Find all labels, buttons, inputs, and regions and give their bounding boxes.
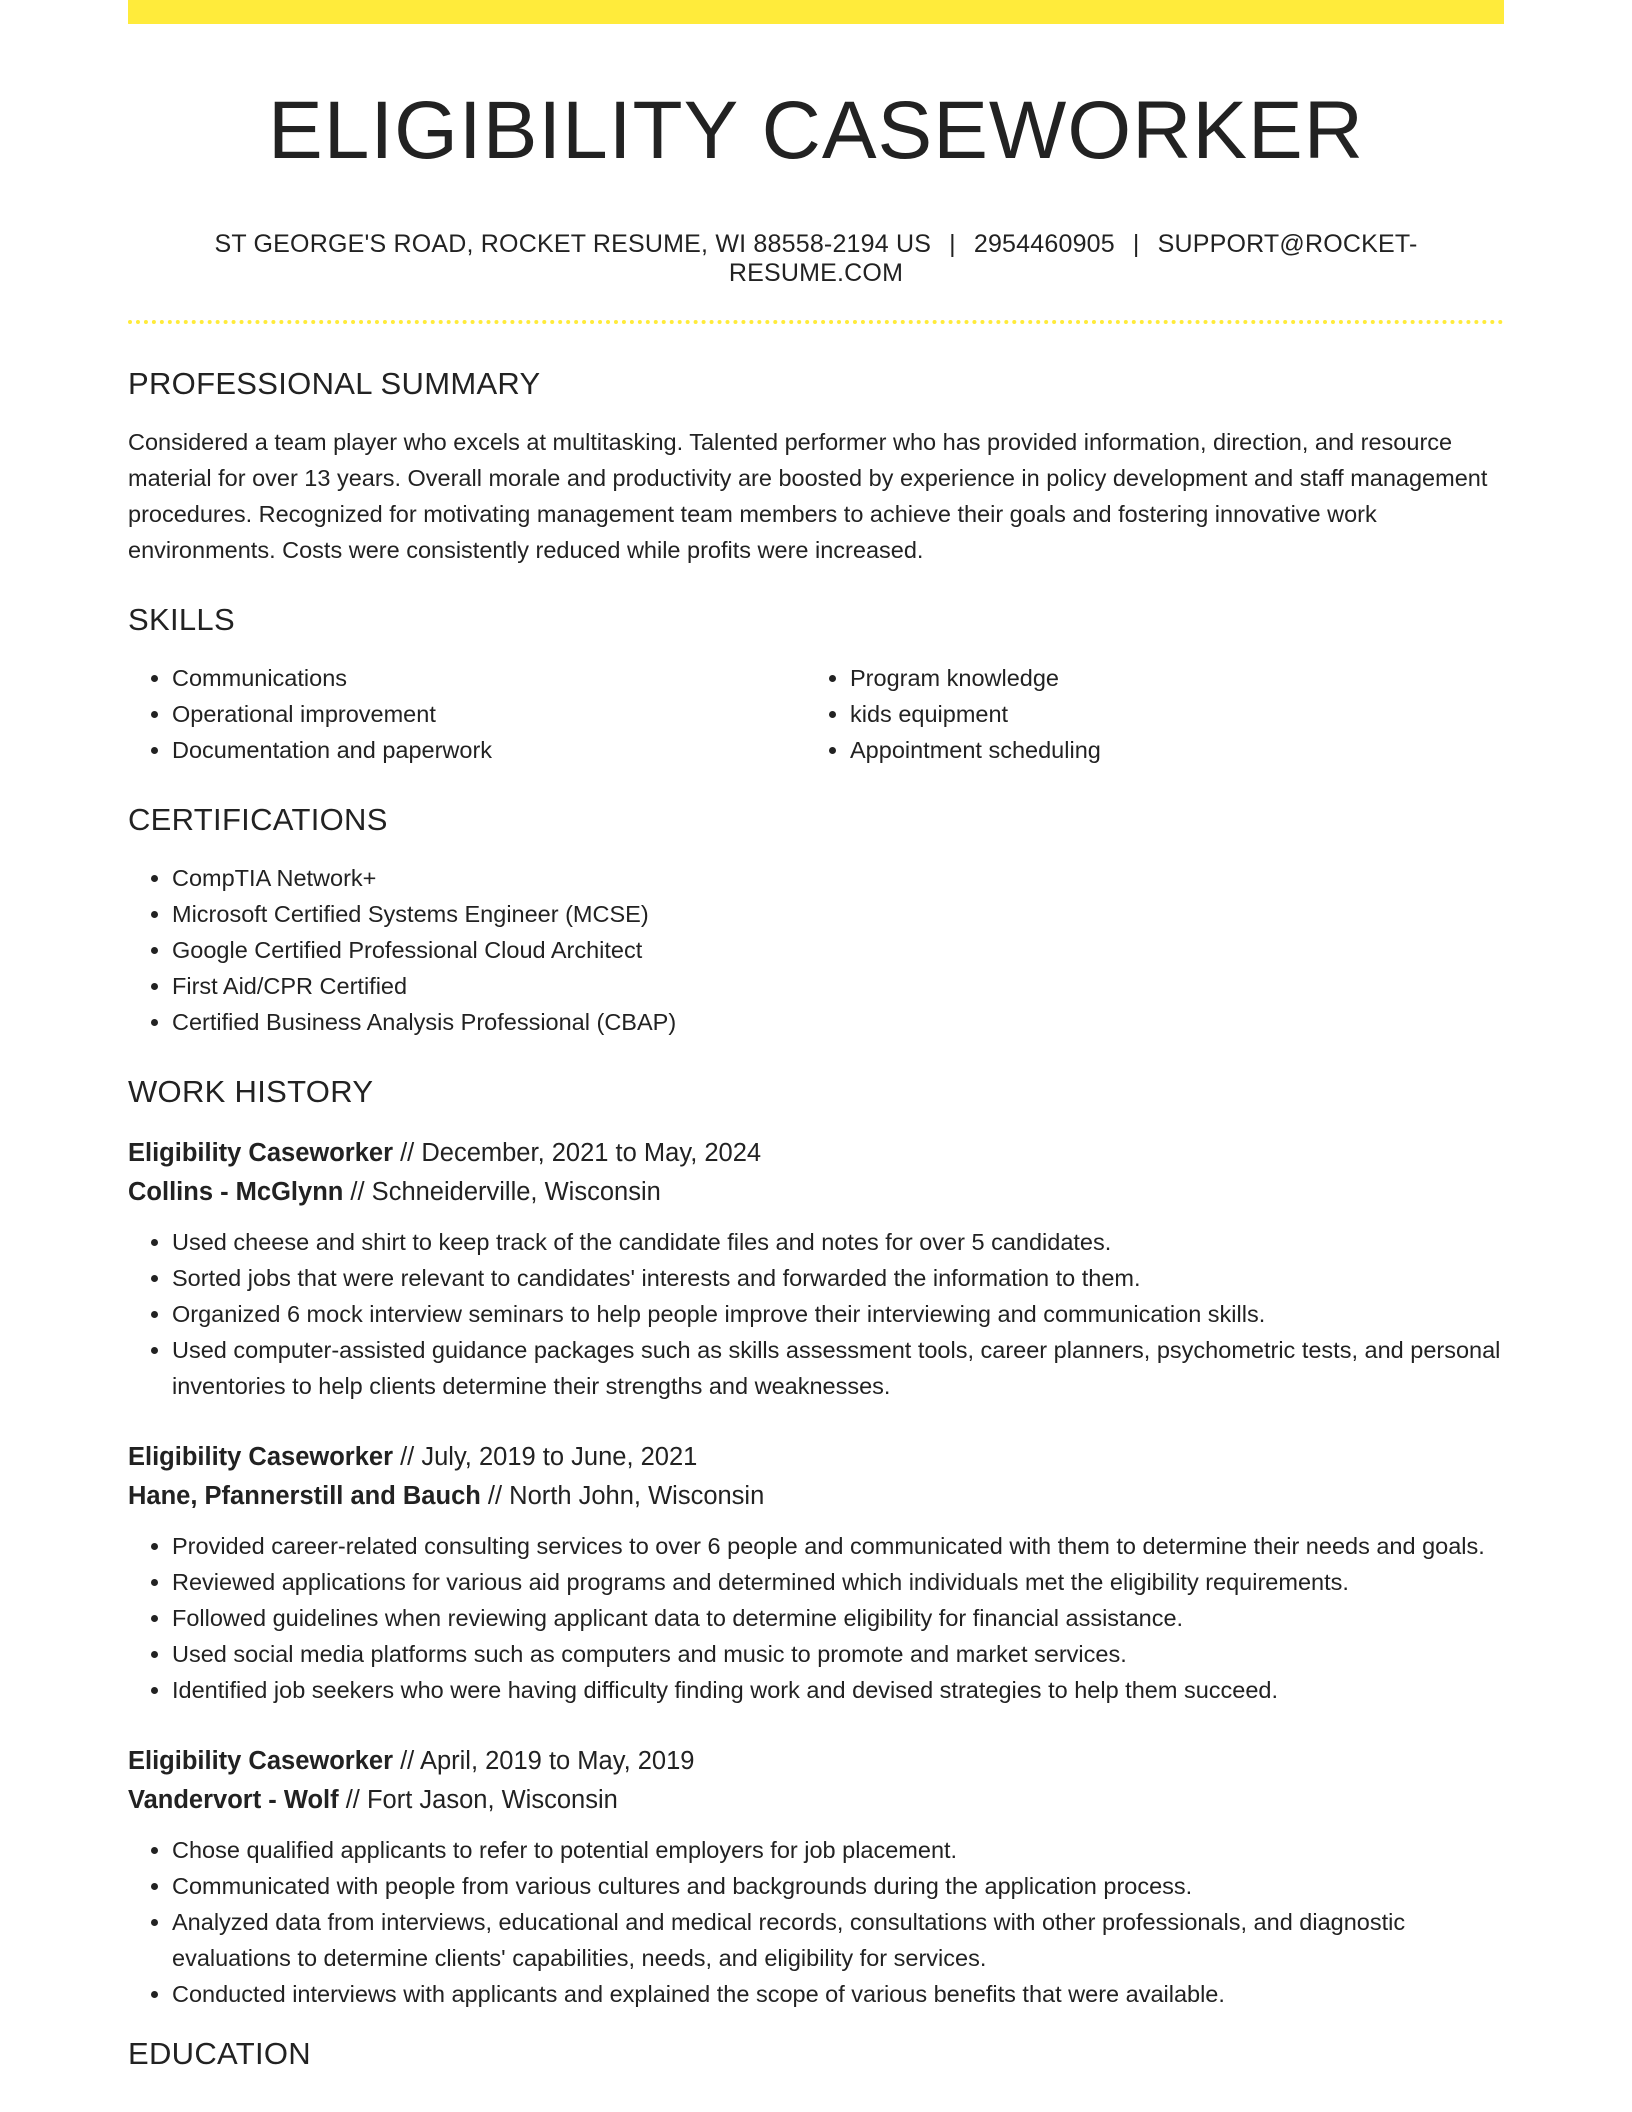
job-company-line	[128, 1477, 1504, 1516]
certification-item: • Google Certified Professional Cloud Architect	[172, 932, 1504, 968]
job-location: // North John, Wisconsin	[480, 1482, 765, 1511]
skill-item: • Program knowledge	[850, 660, 1484, 696]
certification-item: • First Aid/CPR Certified	[172, 968, 1504, 1004]
job-bullet: • Communicated with people from various cultures and backgrounds during the application process.	[172, 1868, 1504, 1904]
job-bullet: • Used computer-assisted guidance packages such as skills assessment tools, career planners, psychometric tests, and personal inventories to help clients determine their strengths and weaknesses.	[172, 1332, 1504, 1404]
certification-item: • Certified Business Analysis Professional (CBAP)	[172, 1004, 1504, 1040]
job-company: Vandervort - Wolf	[128, 1786, 339, 1815]
job-entry	[128, 1438, 1504, 1708]
skill-item: • Appointment scheduling	[850, 732, 1484, 768]
contact-separator: |	[949, 230, 956, 259]
skill-item: • kids equipment	[850, 696, 1484, 732]
job-title: Eligibility Caseworker	[128, 1443, 394, 1472]
job-title: Eligibility Caseworker	[128, 1747, 394, 1776]
certifications-list	[128, 860, 1504, 1040]
contact-address: ST GEORGE'S ROAD, ROCKET RESUME, WI 88558-2194 US	[214, 230, 932, 259]
job-company-line	[128, 1173, 1504, 1212]
job-entry	[128, 1134, 1504, 1404]
job-title-line	[128, 1742, 1504, 1781]
job-bullets	[128, 1224, 1504, 1404]
contact-separator: |	[1132, 230, 1140, 259]
contact-email[interactable]: SUPPORT@ROCKET-RESUME.COM	[728, 230, 1418, 288]
skill-item: • Documentation and paperwork	[172, 732, 806, 768]
contact-phone: 2954460905	[973, 230, 1115, 259]
job-bullets	[128, 1528, 1504, 1708]
skills-column-left	[128, 660, 806, 768]
job-bullet: • Chose qualified applicants to refer to potential employers for job placement.	[172, 1832, 1504, 1868]
job-location: // Fort Jason, Wisconsin	[338, 1786, 618, 1815]
job-bullet: • Sorted jobs that were relevant to candidates' interests and forwarded the information to them.	[172, 1260, 1504, 1296]
summary-text: Considered a team player who excels at multitasking. Talented performer who has provided information, direction, and resource material for over 13 years. Overall morale and productivity are boosted by experience in policy development and staff management procedures. Recognized for motivating management team members to achieve their goals and fostering innovative work environments. Costs were consistently reduced while profits were increased.	[128, 429, 1488, 564]
skill-item: • Operational improvement	[172, 696, 806, 732]
skills-column-right	[806, 660, 1484, 768]
job-company: Hane, Pfannerstill and Bauch	[128, 1482, 481, 1511]
resume-page	[128, 0, 1504, 2072]
job-bullet: • Conducted interviews with applicants and explained the scope of various benefits that were available.	[172, 1976, 1504, 2012]
job-dates: // December, 2021 to May, 2024	[393, 1139, 762, 1168]
job-title-line	[128, 1438, 1504, 1477]
job-bullet: • Analyzed data from interviews, educational and medical records, consultations with other professionals, and diagnostic evaluations to determine clients' capabilities, needs, and eligibility for services.	[172, 1904, 1504, 1976]
job-company-line	[128, 1781, 1504, 1820]
job-bullet: • Provided career-related consulting services to over 6 people and communicated with them to determine their needs and goals.	[172, 1528, 1504, 1564]
certifications-heading: CERTIFICATIONS	[128, 802, 388, 838]
job-location: // Schneiderville, Wisconsin	[343, 1178, 661, 1207]
summary-heading: PROFESSIONAL SUMMARY	[128, 366, 541, 402]
header-divider	[128, 320, 1504, 324]
job-bullets	[128, 1832, 1504, 2012]
job-bullet: • Identified job seekers who were having difficulty finding work and devised strategies to help them succeed.	[172, 1672, 1504, 1708]
job-bullet: • Used social media platforms such as computers and music to promote and market services.	[172, 1636, 1504, 1672]
skills-heading: SKILLS	[128, 602, 235, 638]
resume-name: ELIGIBILITY CASEWORKER	[268, 85, 1364, 176]
job-company: Collins - McGlynn	[128, 1178, 344, 1207]
contact-line	[128, 230, 1504, 288]
top-accent-bar	[128, 0, 1504, 24]
job-dates: // July, 2019 to June, 2021	[393, 1443, 698, 1472]
certification-item: • CompTIA Network+	[172, 860, 1504, 896]
skills-grid	[128, 660, 1504, 768]
job-bullet: • Reviewed applications for various aid programs and determined which individuals met the eligibility requirements.	[172, 1564, 1504, 1600]
job-title-line	[128, 1134, 1504, 1173]
job-bullet: • Followed guidelines when reviewing applicant data to determine eligibility for financial assistance.	[172, 1600, 1504, 1636]
job-title: Eligibility Caseworker	[128, 1139, 394, 1168]
education-heading: EDUCATION	[128, 2036, 311, 2072]
certification-item: • Microsoft Certified Systems Engineer (MCSE)	[172, 896, 1504, 932]
skill-item: • Communications	[172, 660, 806, 696]
job-bullet: • Organized 6 mock interview seminars to help people improve their interviewing and communication skills.	[172, 1296, 1504, 1332]
job-bullet: • Used cheese and shirt to keep track of the candidate files and notes for over 5 candidates.	[172, 1224, 1504, 1260]
job-entry	[128, 1742, 1504, 2012]
work-history-heading: WORK HISTORY	[128, 1074, 374, 1110]
job-dates: // April, 2019 to May, 2019	[393, 1747, 695, 1776]
